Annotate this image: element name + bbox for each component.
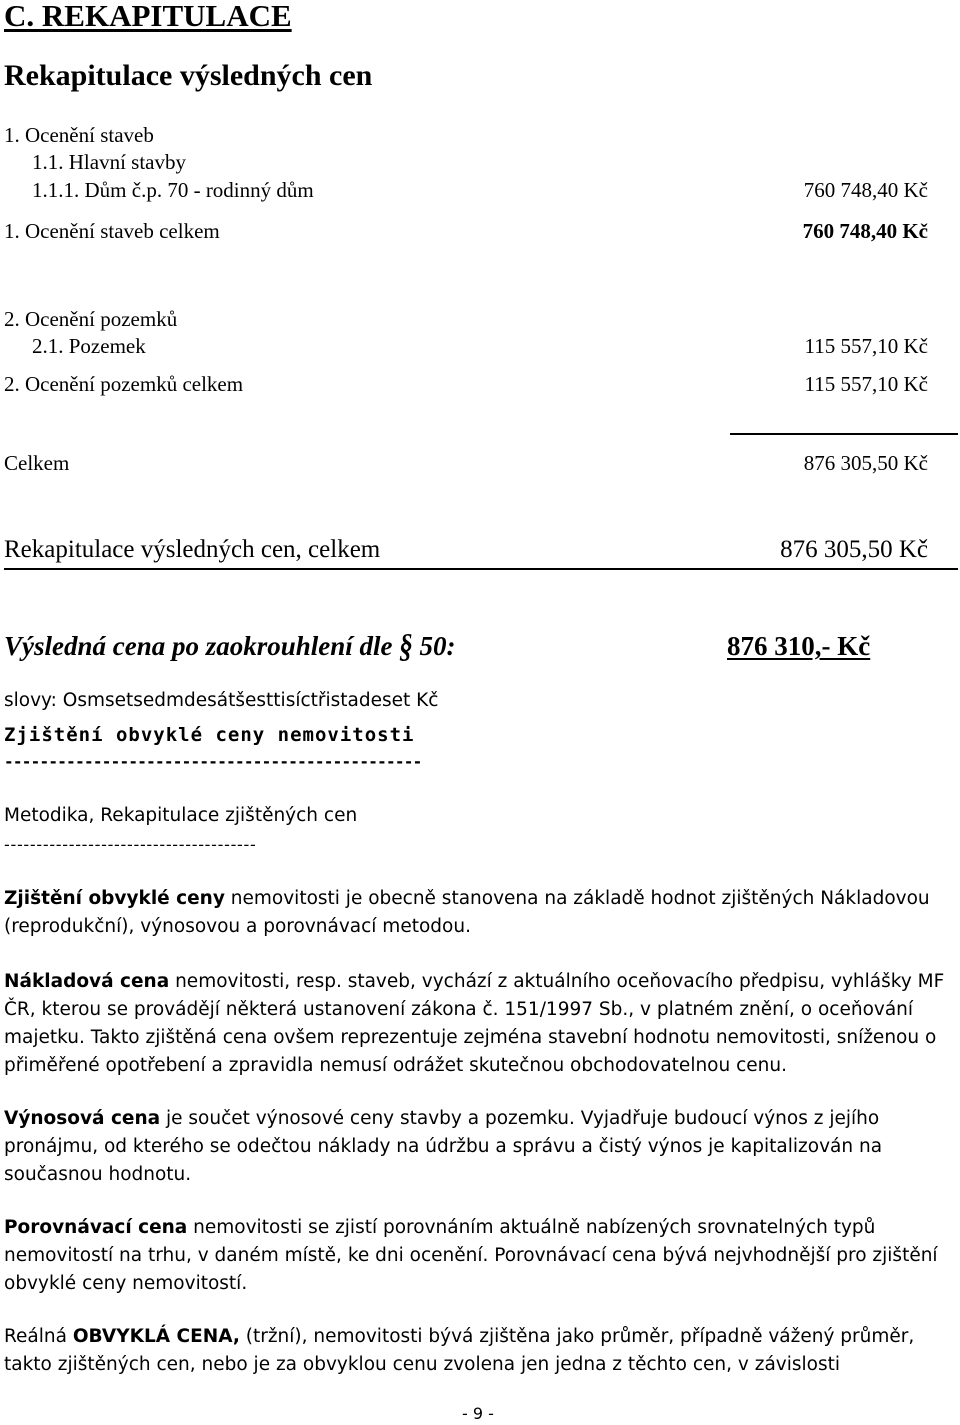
paragraph-nakladova-cena [4, 968, 954, 1080]
row-label: 2.1. Pozemek [32, 334, 146, 358]
term-bold: Výnosová cena [4, 1108, 161, 1129]
row-value: 115 557,10 Kč [804, 334, 928, 358]
final-price-value: 876 310,- Kč [727, 631, 871, 661]
section-symbol: § [399, 627, 413, 665]
row-label: 1.1.1. Dům č.p. 70 - rodinný dům [32, 178, 314, 202]
paragraph-obvykla-cena [4, 885, 954, 941]
final-price-label [4, 627, 456, 665]
paragraph-porovnavaci-cena [4, 1214, 954, 1298]
paragraph-text: nemovitosti je obecně stanovena na základě hodnot zjištěných Nákladovou (reprodukční), výnosovou a porovnávací metodou. [4, 888, 930, 937]
recap-total-value: 876 305,50 Kč [780, 536, 928, 563]
paragraph-text: (tržní), nemovitosti bývá zjištěna jako průměr, případně vážený průměr, takto zjištěných cen, nebo je za obvyklou cenu zvolena jen jedna z těchto cen, v závislosti [4, 1326, 915, 1375]
paragraph-text: nemovitosti, resp. staveb, vychází z aktuálního oceňovacího předpisu, vyhlášky MF ČR, kterou se provádějí některá ustanovení zákona č. 151/1997 Sb., v platném znění, o oceňování majetku. Takto zjištěná cena ovšem reprezentuje zejména stavební hodnotu nemovitosti, sníženou o přiměřené opotřebení a zpravidla nemusí odrážet skutečnou obchodovatelnou cenu. [4, 971, 945, 1076]
page-number: - 9 - [462, 1404, 494, 1423]
row-value: 115 557,10 Kč [804, 372, 928, 396]
row-label: 1. Ocenění staveb celkem [4, 219, 220, 243]
paragraph-text: je součet výnosové ceny stavby a pozemku. Vyjadřuje budoucí výnos z jejího pronájmu, od kterého se odečtou náklady na údržbu a správu a čistý výnos je kapitalizován na současnou hodnotu. [4, 1108, 883, 1185]
sum-divider [730, 433, 958, 435]
price-in-words: slovy: Osmsetsedmdesátšesttisíctřistadeset Kč [4, 690, 439, 711]
total-label: Celkem [4, 451, 70, 475]
section-rule: ----------------------------------------------- [4, 752, 422, 771]
row-label: 1.1. Hlavní stavby [32, 150, 186, 174]
recap-total-underline [4, 568, 958, 570]
section-title: Zjištění obvyklé ceny nemovitosti [4, 724, 415, 746]
paragraph-prefix: Reálná [4, 1326, 73, 1347]
total-value: 876 305,50 Kč [803, 451, 928, 475]
section-number: 50: [412, 631, 456, 661]
paragraph-obvykla-cena-realna [4, 1323, 954, 1379]
row-label: 2. Ocenění pozemků [4, 307, 178, 331]
method-title: Metodika, Rekapitulace zjištěných cen [4, 805, 358, 826]
term-bold: Nákladová cena [4, 971, 170, 992]
term-bold: OBVYKLÁ CENA, [72, 1326, 240, 1347]
recap-subheading: Rekapitulace výsledných cen [4, 59, 373, 92]
paragraph-text: nemovitosti se zjistí porovnáním aktuálně nabízených srovnatelných typů nemovitostí na trhu, v daném místě, ke dni ocenění. Porovnávací cena bývá nejvhodnější pro zjištění obvyklé ceny nemovitostí. [4, 1217, 938, 1294]
page-heading: C. REKAPITULACE [4, 0, 292, 33]
term-bold: Porovnávací cena [4, 1217, 188, 1238]
row-value: 760 748,40 Kč [802, 219, 928, 243]
row-label: 1. Ocenění staveb [4, 123, 154, 147]
row-value: 760 748,40 Kč [803, 178, 928, 202]
final-price-label-text: Výsledná cena po zaokrouhlení dle [4, 631, 400, 661]
paragraph-vynosova-cena [4, 1105, 954, 1189]
term-bold: Zjištění obvyklé ceny [4, 888, 225, 909]
row-label: 2. Ocenění pozemků celkem [4, 372, 244, 396]
method-rule: --------------------------------------- [4, 835, 257, 854]
recap-total-label: Rekapitulace výsledných cen, celkem [4, 536, 381, 563]
